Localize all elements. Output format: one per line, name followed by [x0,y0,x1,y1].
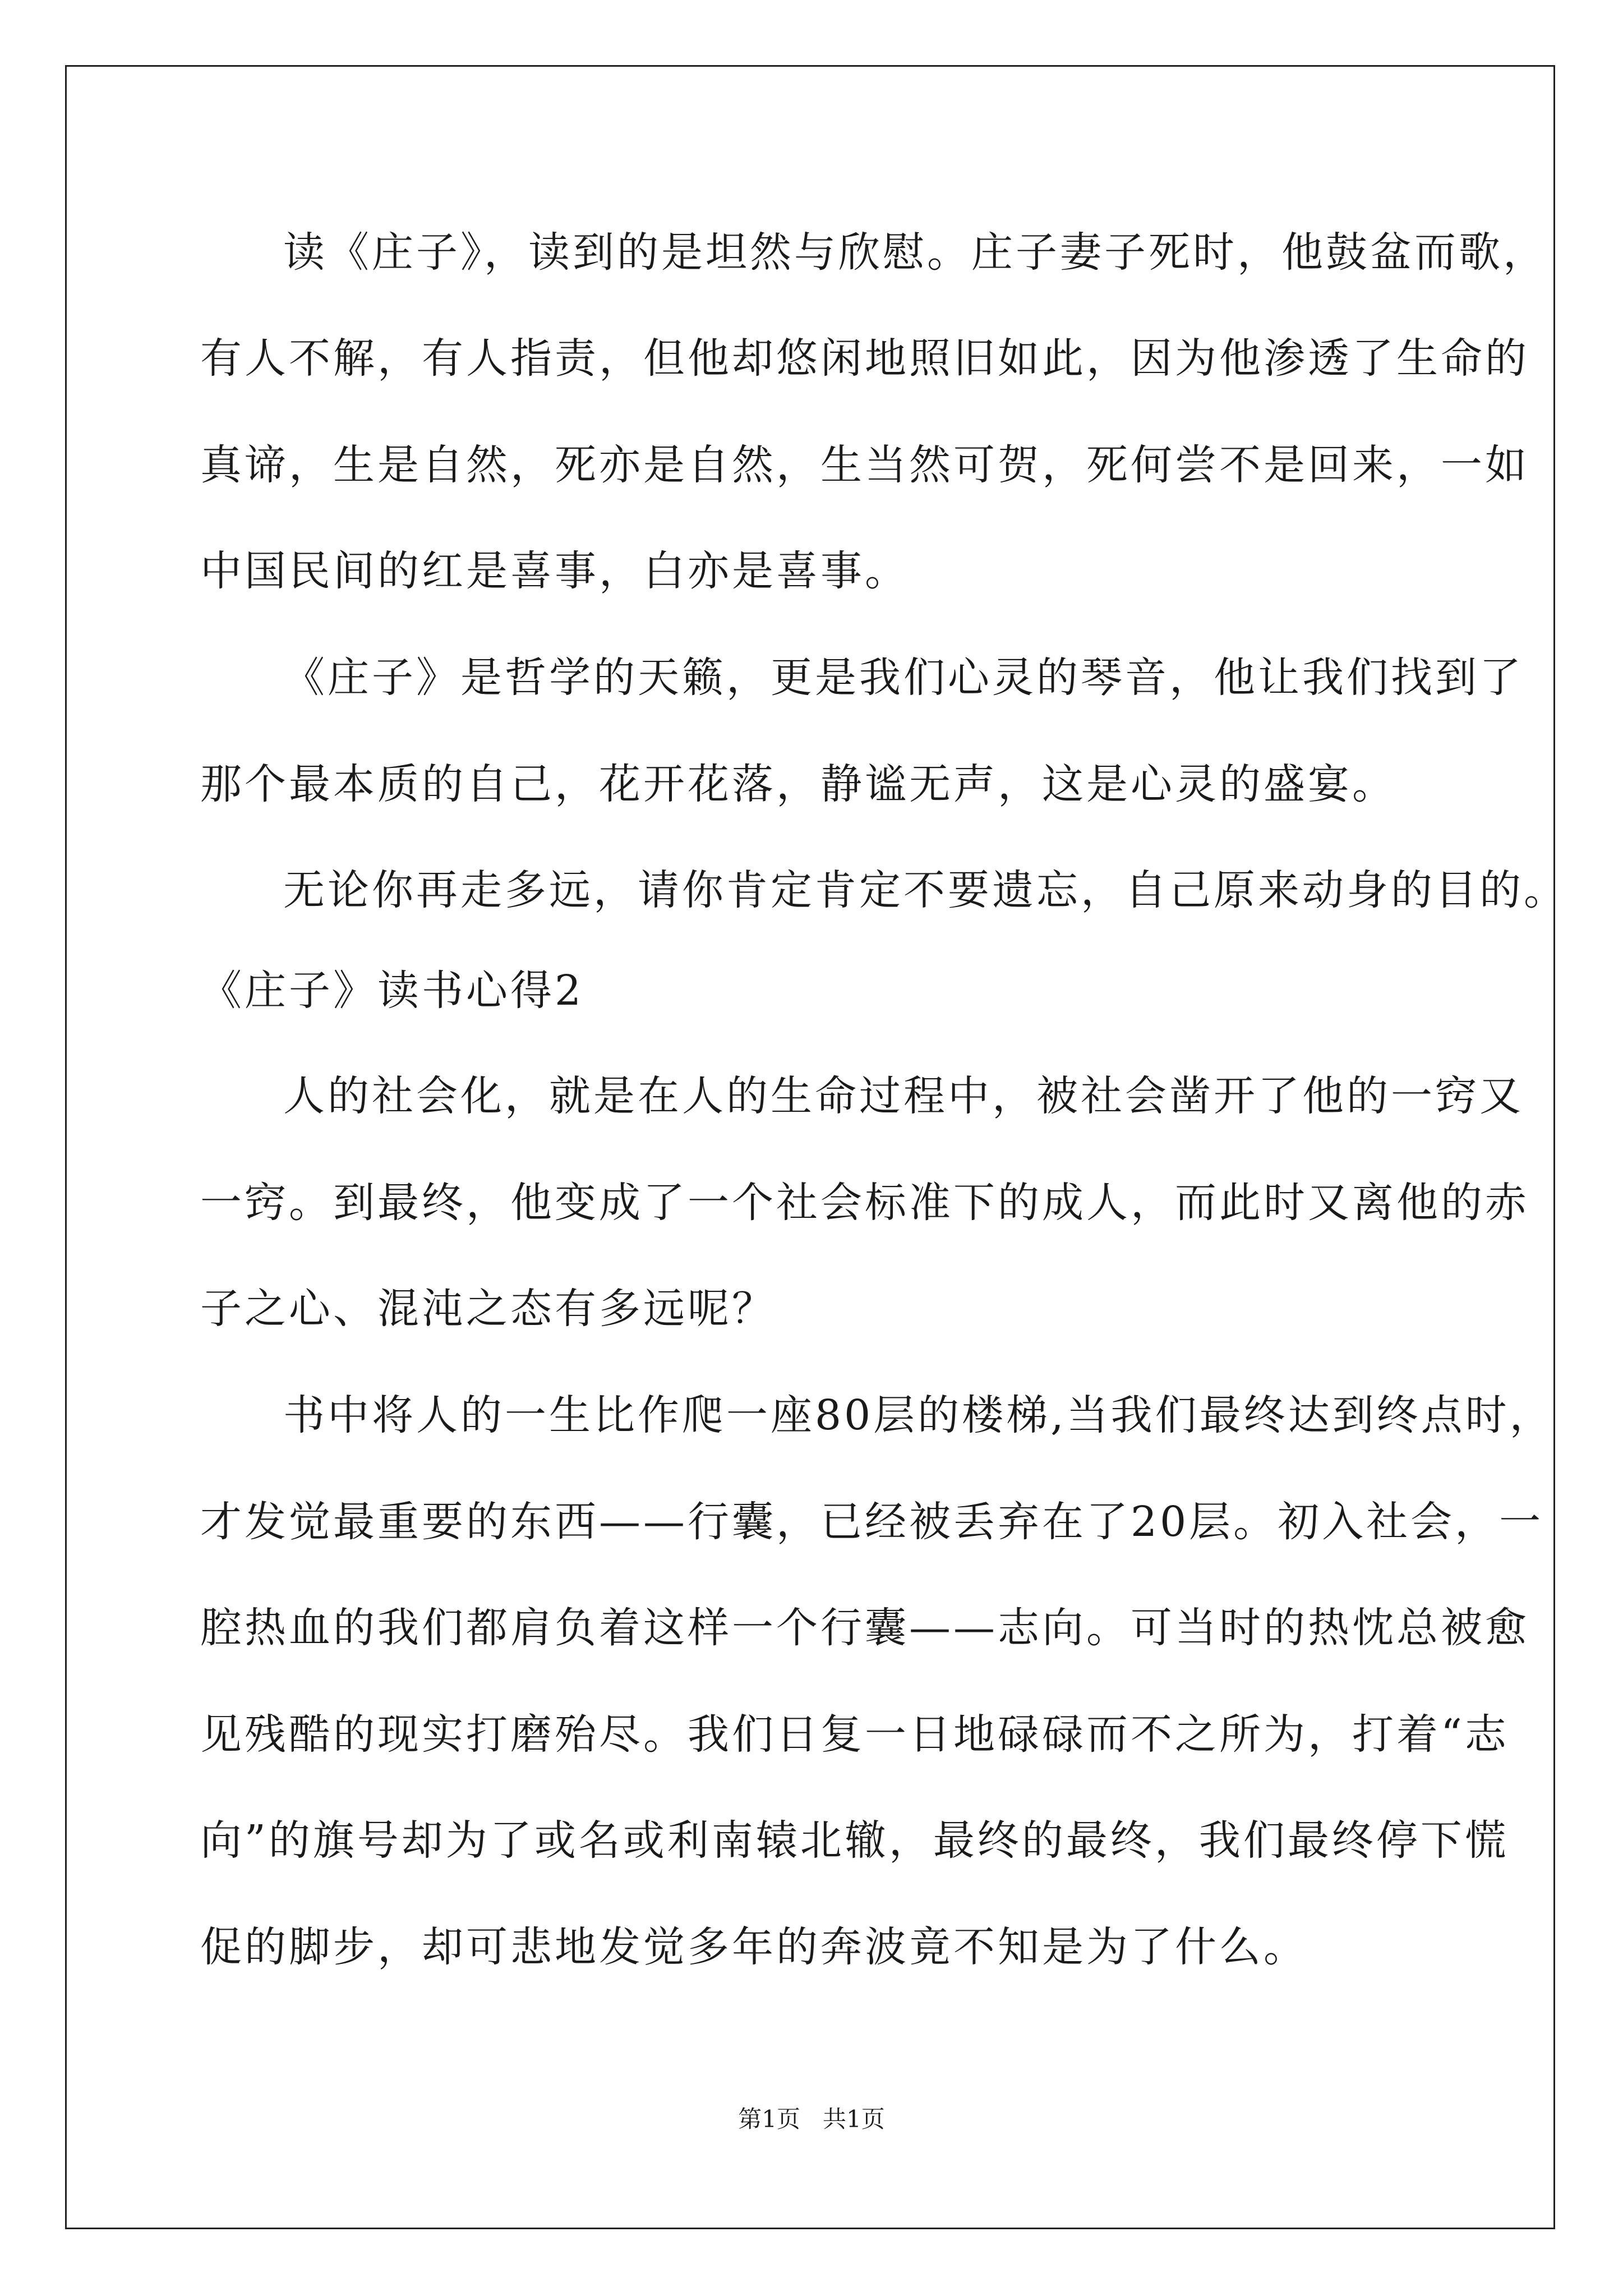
text-line: 才发觉最重要的东西——行囊，已经被丢弃在了20层。初入社会，一 [200,1498,1544,1546]
text-line: 有人不解，有人指责，但他却悠闲地照旧如此，因为他渗透了生命的 [200,334,1529,383]
section-title: 《庄子》读书心得2 [200,967,584,1015]
page-number-footer: 第1页 共1页 [738,2105,885,2133]
text-line: 一窍。到最终，他变成了一个社会标准下的成人，而此时又离他的赤 [200,1179,1529,1227]
text-line: 读《庄子》，读到的是坦然与欣慰。庄子妻子死时，他鼓盆而歌， [283,228,1547,277]
text-line: 人的社会化，就是在人的生命过程中，被社会凿开了他的一窍又 [283,1072,1524,1120]
text-line: 促的脚步，却可悲地发觉多年的奔波竟不知是为了什么。 [200,1923,1308,1971]
page-border [65,65,1555,2229]
text-line: 书中将人的一生比作爬一座80层的楼梯,当我们最终达到终点时， [283,1391,1554,1439]
text-line: 向”的旗号却为了或名或利南辕北辙，最终的最终，我们最终停下慌 [200,1816,1509,1865]
text-line: 见残酷的现实打磨殆尽。我们日复一日地碌碌而不之所为，打着“志 [200,1710,1509,1759]
text-line: 腔热血的我们都肩负着这样一个行囊——志向。可当时的热忱总被愈 [200,1604,1529,1652]
text-line: 子之心、混沌之态有多远呢？ [200,1285,776,1333]
text-line: 那个最本质的自己，花开花落，静谧无声，这是心灵的盛宴。 [200,760,1396,808]
text-line: 真谛，生是自然，死亦是自然，生当然可贺，死何尝不是回来，一如 [200,441,1529,489]
text-line: 中国民间的红是喜事，白亦是喜事。 [200,547,909,595]
text-line: 无论你再走多远，请你肯定肯定不要遗忘，自己原来动身的目的。 [283,866,1568,914]
text-line: 《庄子》是哲学的天籁，更是我们心灵的琴音，他让我们找到了 [283,654,1524,702]
